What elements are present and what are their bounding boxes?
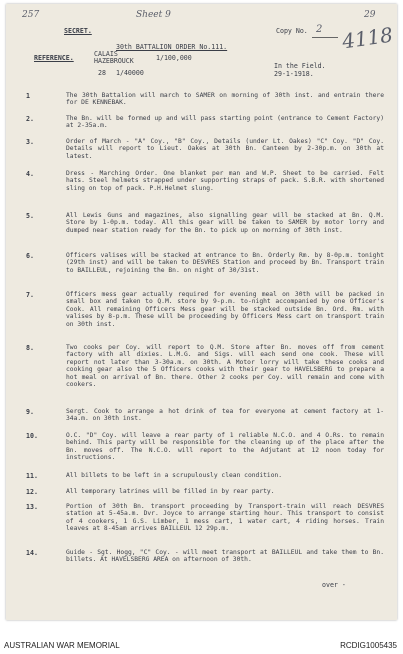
paragraph-number: 12.: [26, 488, 38, 496]
paragraph-number: 13.: [26, 503, 38, 511]
secret-label: SECRET.: [64, 27, 92, 35]
reference-scale-2: 1/40000: [116, 69, 144, 77]
copy-number-value: 2: [316, 24, 323, 35]
reference-map-28: 28: [98, 69, 106, 77]
paragraph-text: Officers valises will be stacked at entrance to Bn. Orderly Rm. by 8-0p.m. tonight (29th inst) and will be taken to DESVRES Station and proceed by Bn. Transport train to BAILLEUL, rejoining the Bn. on night of 30/31st.: [66, 252, 384, 274]
paragraph-number: 4.: [26, 170, 34, 178]
paragraph-number: 6.: [26, 252, 34, 260]
handwritten-page-ref: 257: [22, 10, 40, 20]
place-line: In the Field.: [274, 62, 326, 70]
paragraph-text: All Lewis Guns and magazines, also signalling gear will be stacked at Bn. Q.M. Store by 1-0p.m. today. All this gear will be taken to SAMER by motor lorry and dumped near station ready for the Bn. to pick up on morning of 30th inst.: [66, 212, 384, 234]
reference-scale-1: 1/100,000: [156, 54, 192, 62]
paragraph-number: 9.: [26, 408, 34, 416]
paragraph-text: The Bn. will be formed up and will pass starting point (entrance to Cement Factory) at 2-35a.m.: [66, 115, 384, 130]
copy-number-line: [312, 37, 338, 38]
archive-footer: [0, 636, 403, 654]
paragraph-number: 14.: [26, 549, 38, 557]
paragraph-text: The 30th Battalion will march to SAMER on morning of 30th inst. and entrain there for DE KENNEBAK.: [66, 92, 384, 107]
paragraph-text: Sergt. Cook to arrange a hot drink of tea for everyone at cement factory at 1-34a.m. on 30th inst.: [66, 408, 384, 423]
paragraph-number: 5.: [26, 212, 34, 220]
paragraph-number: 10.: [26, 432, 38, 440]
paragraph-text: All temporary latrines will be filled in by rear party.: [66, 488, 275, 495]
paragraph-text: Portion of 30th Bn. transport proceeding by Transport-train will reach DESVRES station at 5-45a.m. Dvr. Joyce to arrange starting hour. This transport to consist of 4 cookers, 1 G.S. Limber, 1 mess cart, 1 water cart, 4 riding horses. Train leaves at 8-45am arrives BAILLEUL 12 29p.m.: [66, 503, 384, 533]
record-id: RCDIG1005435: [340, 641, 397, 650]
reference-label: REFERENCE.: [34, 54, 74, 62]
document-page: [6, 4, 397, 620]
paragraph-number: 8.: [26, 344, 34, 352]
copy-number-label: Copy No.: [276, 27, 308, 35]
paragraph-number: 7.: [26, 291, 34, 299]
paragraph-number: 1: [26, 92, 30, 100]
reference-map-hazebrouck: HAZEBROUCK: [94, 57, 134, 65]
handwritten-large-number: 4118: [340, 22, 395, 54]
paragraph-text: All billets to be left in a scrupulously clean condition.: [66, 472, 283, 479]
paragraph-number: 3.: [26, 138, 34, 146]
date-line: 29-1-1918.: [274, 70, 314, 78]
paragraph-text: Order of March - "A" Coy., "B" Coy., Details (under Lt. Oakes) "C" Coy. "D" Coy. Details will report to Lieut. Oakes at 30th Bn. Canteen by 2-30p.m. on 30th at latest.: [66, 138, 384, 160]
paragraph-text: Officers mess gear actually required for evening meal on 30th will be packed in small box and taken to Q.M. store by 9-p.m. to-night accompanied by one Officer's Cook. All remaining Officers Mess gear will be stacked outside Bn. Ord. Rm. with valises by 8-p.m. These will be proceeding by Officers Mess cart on transport train on 30th inst.: [66, 291, 384, 328]
over-marker: over -: [322, 581, 346, 589]
institution-name: AUSTRALIAN WAR MEMORIAL: [4, 641, 120, 650]
order-title: 30th BATTALION ORDER No.111.: [116, 43, 228, 51]
paragraph-number: 2.: [26, 115, 34, 123]
paragraph-text: Dress - Marching Order. One blanket per man and W.P. Sheet to be carried. Felt hats. Steel helmets strapped under supporting straps of pack. S.B.R. with shortened sling on top of pack. P.H.Helmet slung.: [66, 170, 384, 192]
handwritten-folio-number: 29: [364, 10, 376, 20]
paragraph-text: O.C. "D" Coy. will leave a rear party of 1 reliable N.C.O. and 4 O.Rs. to remain behind. This party will be responsible for the cleaning up of the place after the Bn. moves off. The N.C.O. will report to the Adjutant at 12 noon today for instructions.: [66, 432, 384, 462]
handwritten-sheet-note: Sheet 9: [136, 10, 171, 20]
paragraph-text: Two cooks per Coy. will report to Q.M. Store after Bn. moves off from cement factory with all dixies. L.M.G. and Sigs. will each send one cook. These will report not later than 3-30a.m. on 30th. A Motor lorry will take these cooks and cooking gear also the 5 Officers cooks with their gear to HAVELSBERG to prepare a hot meal on arrival of Bn. there. Other 2 cooks per Coy. will remain and come with cookers.: [66, 344, 384, 389]
paragraph-text: Guide - Sgt. Hogg, "C" Coy. - will meet transport at BAILLEUL and take them to Bn. billets. At HAVELSBERG AREA on afternoon of 30th.: [66, 549, 384, 564]
reference-map-calais: CALAIS: [94, 50, 118, 58]
paragraph-number: 11.: [26, 472, 38, 480]
